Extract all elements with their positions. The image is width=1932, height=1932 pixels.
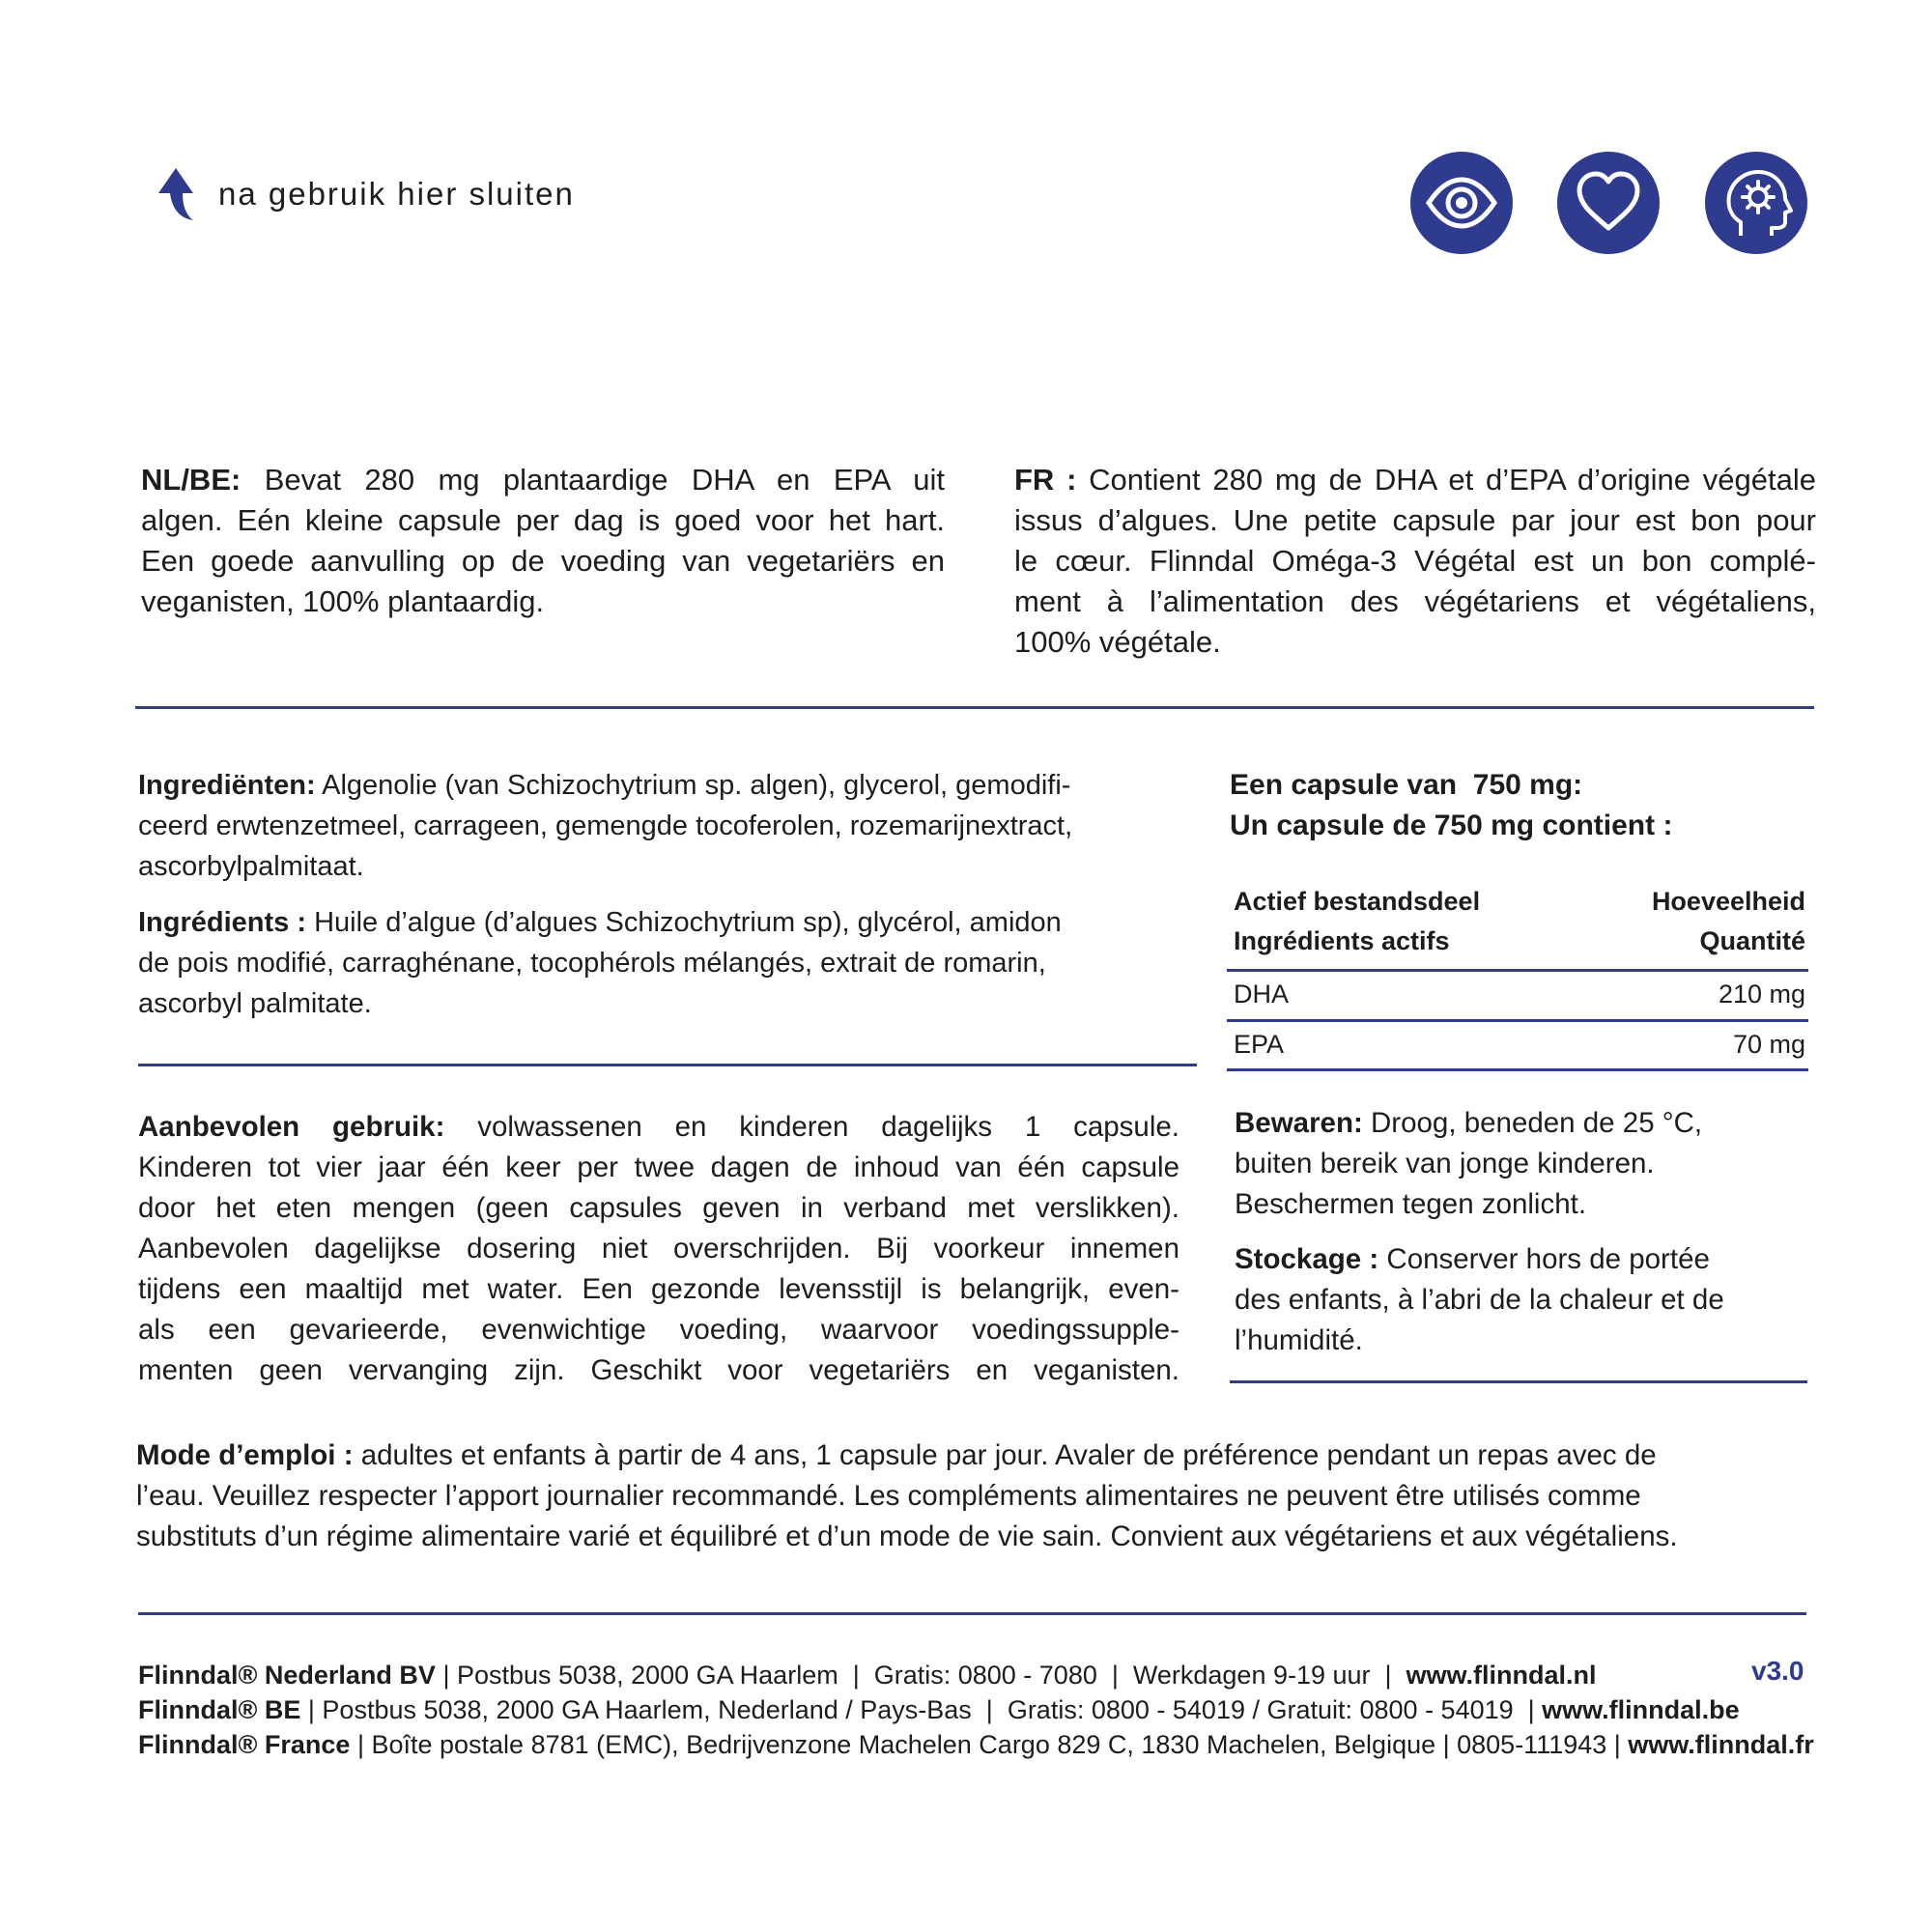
intro-fr-label: FR : — [1014, 463, 1077, 497]
footer-line-fr — [138, 1727, 1814, 1762]
arrow-up-icon — [155, 164, 197, 224]
divider — [138, 1064, 1197, 1066]
footer-company: Flinndal® France — [138, 1730, 351, 1759]
footer-company: Flinndal® BE — [138, 1695, 301, 1724]
table-row — [1234, 975, 1805, 1013]
col-ingredient-nl: Actief bestandsdeel — [1234, 887, 1481, 916]
storage-fr — [1235, 1239, 1724, 1361]
text-line: Conserver hors de portée — [1378, 1243, 1710, 1275]
footer-url[interactable]: www.flinndal.be — [1542, 1695, 1740, 1724]
text-line: Beschermen tegen zonlicht. — [1235, 1188, 1587, 1220]
storage-nl-label: Bewaren: — [1235, 1107, 1363, 1139]
storage-fr-label: Stockage : — [1235, 1243, 1379, 1275]
table-rule — [1227, 969, 1808, 972]
text-line: als een gevarieerde, evenwichtige voeding, waarvoor voedingssupple- — [138, 1314, 1179, 1346]
text-line: Aanbevolen dagelijkse dosering niet overschrijden. Bij voorkeur innemen — [138, 1233, 1179, 1264]
col-amount-fr: Quantité — [1699, 926, 1805, 955]
text-line: tijdens een maaltijd met water. Een gezonde levensstijl is belangrijk, even- — [138, 1273, 1179, 1305]
usage-nl-label: Aanbevolen gebruik: — [138, 1111, 445, 1143]
capsule-title-fr: Un capsule de 750 mg contient : — [1230, 810, 1673, 841]
footer-url[interactable]: www.flinndal.fr — [1628, 1730, 1814, 1759]
text-line: ascorbyl palmitate. — [138, 988, 372, 1019]
text-line: Bevat 280 mg plantaardige DHA en EPA uit — [241, 463, 945, 497]
text-line: des enfants, à l’abri de la chaleur et de — [1235, 1284, 1724, 1316]
brain-gear-icon — [1705, 152, 1807, 254]
ingredients-nl — [138, 765, 1172, 887]
capsule-title — [1230, 765, 1672, 846]
text-line: door het eten mengen (geen capsules geven in verband met verslikken). — [138, 1192, 1179, 1224]
row-name: EPA — [1234, 1030, 1285, 1059]
text-line: issus d’algues. Une petite capsule par jour est bon pour — [1014, 503, 1816, 537]
close-hint — [155, 164, 575, 224]
storage-nl — [1235, 1103, 1702, 1225]
version-label: v3.0 — [1751, 1656, 1804, 1686]
text-line: de pois modifié, carraghénane, tocophérols mélangés, extrait de romarin, — [138, 948, 1046, 979]
text-line: ascorbylpalmitaat. — [138, 851, 364, 882]
divider — [135, 706, 1814, 709]
text-line: l’humidité. — [1235, 1324, 1363, 1356]
text-line: Contient 280 mg de DHA et d’EPA d’origine végétale — [1076, 463, 1816, 497]
text-line: Kinderen tot vier jaar één keer per twee dagen de inhoud van één capsule — [138, 1151, 1179, 1183]
ingredients-fr-label: Ingrédients : — [138, 907, 307, 938]
heart-icon — [1557, 152, 1660, 254]
text-line: buiten bereik van jonge kinderen. — [1235, 1148, 1655, 1179]
divider — [1230, 1380, 1807, 1383]
text-line: 100% végétale. — [1014, 625, 1221, 659]
footer-details: | Boîte postale 8781 (EMC), Bedrijvenzone Machelen Cargo 829 C, 1830 Machelen, Belgique | 0805-111943 | — [350, 1730, 1629, 1759]
divider — [138, 1612, 1806, 1615]
text-line: veganisten, 100% plantaardig. — [141, 584, 545, 618]
ingredients-nl-label: Ingrediënten: — [138, 770, 316, 801]
footer-line-be — [138, 1692, 1814, 1727]
eye-icon — [1410, 152, 1513, 254]
capsule-title-nl: Een capsule van 750 mg: — [1230, 769, 1583, 801]
footer-line-nl — [138, 1658, 1814, 1692]
close-hint-label: na gebruik hier sluiten — [218, 176, 575, 212]
footer-details: | Postbus 5038, 2000 GA Haarlem, Nederland / Pays-Bas | Gratis: 0800 - 54019 / Gratuit: 0800 - 54019 | — [300, 1695, 1543, 1724]
text-line: l’eau. Veuillez respecter l’apport journalier recommandé. Les compléments alimentaires ne peuvent être utilisés comme — [136, 1480, 1641, 1512]
row-amount: 210 mg — [1718, 980, 1805, 1009]
text-line: ment à l’alimentation des végétariens et végétaliens, — [1014, 584, 1816, 618]
text-line: Huile d’algue (d’algues Schizochytrium sp), glycérol, amidon — [306, 907, 1062, 938]
table-row — [1234, 1025, 1805, 1064]
intro-fr — [1014, 460, 1816, 663]
footer-details: | Postbus 5038, 2000 GA Haarlem | Gratis: 0800 - 7080 | Werkdagen 9-19 uur | — [435, 1661, 1406, 1690]
col-amount-nl: Hoeveelheid — [1651, 887, 1805, 916]
text-line: Algenolie (van Schizochytrium sp. algen), glycerol, gemodifi- — [315, 770, 1071, 801]
footer-company: Flinndal® Nederland BV — [138, 1661, 436, 1690]
usage-nl — [138, 1107, 1179, 1391]
text-line: algen. Eén kleine capsule per dag is goed voor het hart. — [141, 503, 945, 537]
footer-url[interactable]: www.flinndal.nl — [1406, 1661, 1597, 1690]
text-line: adultes et enfants à partir de 4 ans, 1 capsule par jour. Avaler de préférence pendant un repas avec de — [353, 1439, 1657, 1471]
table-rule — [1227, 1019, 1808, 1022]
row-name: DHA — [1234, 980, 1290, 1009]
footer — [138, 1658, 1814, 1762]
text-line: le cœur. Flinndal Oméga-3 Végétal est un bon complé- — [1014, 544, 1816, 578]
col-ingredient-fr: Ingrédients actifs — [1234, 926, 1450, 955]
intro-nl-label: NL/BE: — [141, 463, 242, 497]
text-line: substituts d’un régime alimentaire varié et équilibré et d’un mode de vie sain. Convient aux végétariens et aux végétaliens. — [136, 1520, 1678, 1552]
text-line: ceerd erwtenzetmeel, carrageen, gemengde tocoferolen, rozemarijnextract, — [138, 810, 1073, 841]
table-rule — [1227, 1068, 1808, 1071]
text-line: Droog, beneden de 25 °C, — [1362, 1107, 1703, 1139]
text-line: volwassenen en kinderen dagelijks 1 capsule. — [444, 1111, 1179, 1143]
intro-nl — [141, 460, 945, 622]
row-amount: 70 mg — [1732, 1030, 1805, 1059]
table-header — [1234, 882, 1805, 961]
usage-fr-label: Mode d’emploi : — [136, 1439, 354, 1471]
text-line: Een goede aanvulling op de voeding van vegetariërs en — [141, 544, 945, 578]
usage-fr — [136, 1435, 1817, 1557]
ingredients-fr — [138, 902, 1172, 1024]
text-line: menten geen vervanging zijn. Geschikt voor vegetariërs en veganisten. — [138, 1354, 1179, 1386]
